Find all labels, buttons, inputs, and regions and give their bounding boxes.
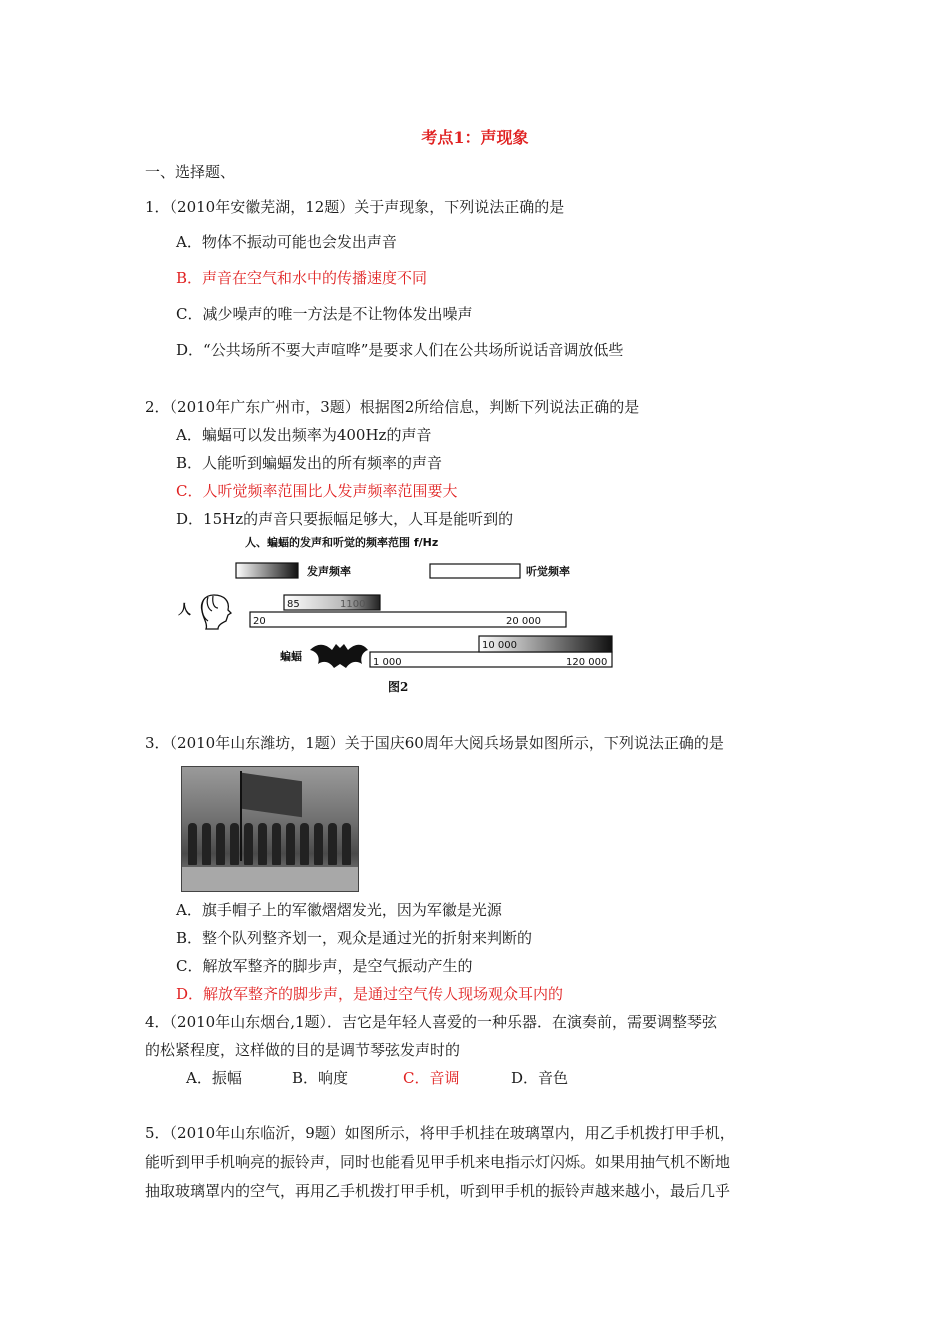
q4-option-d: D．音色 — [511, 1069, 569, 1087]
legend-hear-swatch — [430, 564, 520, 578]
bat-label: 蝙蝠 — [280, 650, 302, 663]
soldier — [286, 823, 295, 865]
q4-option-b: B．响度 — [292, 1069, 349, 1087]
legend-hear-label: 听觉频率 — [526, 565, 570, 578]
human-emit-min-label: 85 — [287, 599, 300, 610]
human-head-icon — [202, 595, 232, 629]
q1-option-a: A．物体不振动可能也会发出声音 — [176, 233, 397, 251]
flag — [242, 773, 302, 817]
soldier — [230, 823, 239, 865]
q2-option-a: A．蝙蝠可以发出频率为400Hz的声音 — [176, 426, 432, 444]
q4-stem-line1: 4．（2010年山东烟台,1题）．吉它是年轻人喜爱的一种乐器．在演奏前，需要调整琴弦 — [145, 1013, 718, 1031]
soldier — [314, 823, 323, 865]
frequency-range-figure — [170, 534, 630, 700]
soldier — [300, 823, 309, 865]
q5-line3: 抽取玻璃罩内的空气，再用乙手机拨打甲手机，听到甲手机的振铃声越来越小，最后几乎 — [145, 1182, 731, 1200]
q3-option-a: A．旗手帽子上的军徽熠熠发光，因为军徽是光源 — [176, 901, 502, 919]
soldier — [188, 823, 197, 865]
parade-ground — [182, 867, 358, 891]
q3-option-c: C．解放军整齐的脚步声，是空气振动产生的 — [176, 957, 473, 975]
q2-option-c: C．人听觉频率范围比人发声频率范围要大 — [176, 482, 458, 500]
soldier — [258, 823, 267, 865]
legend-emit-swatch — [236, 563, 298, 578]
figure-caption: 图2 — [388, 680, 409, 694]
soldier — [216, 823, 225, 865]
q4-option-c: C．音调 — [403, 1069, 460, 1087]
military-parade-photo — [181, 766, 359, 892]
page-title: 考点1：声现象 — [421, 128, 529, 147]
figure-title: 人、蝙蝠的发声和听觉的频率范围 f/Hz — [245, 536, 439, 549]
q1-option-c: C．减少噪声的唯一方法是不让物体发出噪声 — [176, 305, 473, 323]
bat-hear-max-label: 120 000 — [566, 657, 608, 668]
soldier — [244, 823, 253, 865]
q1-stem: 1．（2010年安徽芜湖，12题）关于声现象，下列说法正确的是 — [145, 198, 565, 216]
human-hear-max-label: 20 000 — [506, 616, 541, 627]
human-label: 人 — [178, 603, 192, 618]
q4-option-a: A．振幅 — [186, 1069, 242, 1087]
q2-option-b: B．人能听到蝙蝠发出的所有频率的声音 — [176, 454, 443, 472]
soldier — [342, 823, 351, 865]
q3-option-d: D．解放军整齐的脚步声，是通过空气传人现场观众耳内的 — [176, 985, 564, 1003]
soldier — [202, 823, 211, 865]
section-heading: 一、选择题、 — [145, 163, 236, 181]
q3-option-b: B．整个队列整齐划一，观众是通过光的折射来判断的 — [176, 929, 533, 947]
bat-icon — [310, 644, 368, 668]
q2-option-d: D．15Hz的声音只要振幅足够大，人耳是能听到的 — [176, 510, 514, 528]
soldier — [272, 823, 281, 865]
bat-emit-min-label: 10 000 — [482, 640, 517, 651]
q2-stem: 2．（2010年广东广州市，3题）根据图2所给信息，判断下列说法正确的是 — [145, 398, 640, 416]
q5-line1: 5．（2010年山东临沂，9题）如图所示，将甲手机挂在玻璃罩内，用乙手机拨打甲手机， — [145, 1124, 735, 1142]
legend-emit-label: 发声频率 — [307, 565, 351, 578]
soldier — [328, 823, 337, 865]
q5-line2: 能听到甲手机响亮的振铃声，同时也能看见甲手机来电指示灯闪烁。如果用抽气机不断地 — [145, 1153, 731, 1171]
q3-stem: 3．（2010年山东潍坊，1题）关于国庆60周年大阅兵场景如图所示，下列说法正确的是 — [145, 734, 724, 752]
q1-option-d: D．“公共场所不要大声喧哗”是要求人们在公共场所说话音调放低些 — [176, 341, 624, 359]
q4-stem-line2: 的松紧程度，这样做的目的是调节琴弦发声时的 — [145, 1041, 461, 1059]
human-emit-max-label: 1100 — [340, 599, 366, 610]
bat-hear-min-label: 1 000 — [373, 657, 402, 668]
q1-option-b: B．声音在空气和水中的传播速度不同 — [176, 269, 428, 287]
human-hear-min-label: 20 — [253, 616, 266, 627]
